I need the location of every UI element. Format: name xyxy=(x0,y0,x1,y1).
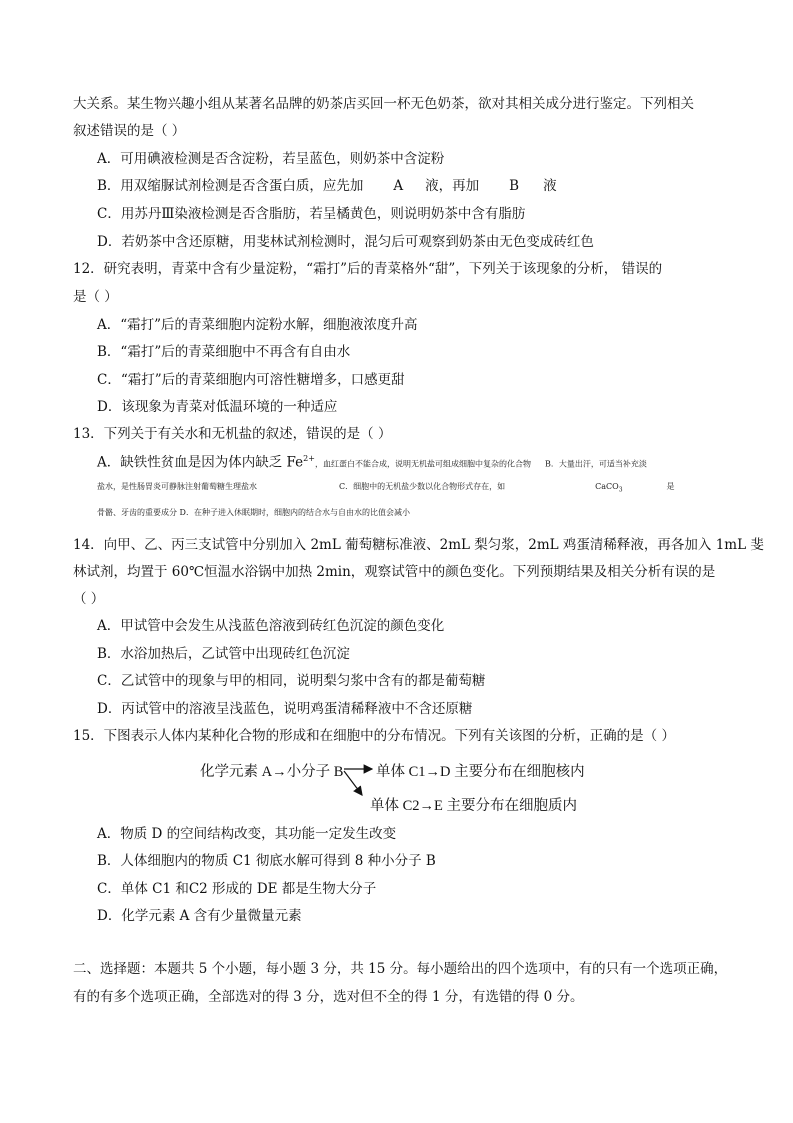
q12-option-b: B．“霜打”后的青菜细胞中不再含有自由水 xyxy=(97,344,351,360)
q13-option-c: C．细胞中的无机盐少数以化合物形式存在，如 xyxy=(339,482,506,491)
q12-option-c: C．“霜打”后的青菜细胞内可溶性糖增多，口感更甜 xyxy=(97,372,405,388)
q13-option-a-superscript: 2+ xyxy=(303,454,315,463)
q13-row2 xyxy=(97,481,675,497)
q12-option-a: A．“霜打”后的青菜细胞内淀粉水解，细胞液浓度升高 xyxy=(97,317,418,333)
q13-option-c-formula: CaCO xyxy=(595,482,619,491)
q15-stem: 15．下图表示人体内某种化合物的形成和在细胞中的分布情况。下列有关该图的分析，正确的是（ ） xyxy=(73,728,675,744)
q15-option-c: C．单体 C1 和C2 形成的 DE 都是生物大分子 xyxy=(97,881,377,897)
arrow-to-c2 xyxy=(344,771,362,795)
q11-option-c: C．用苏丹Ⅲ染液检测是否含脂肪，若呈橘黄色，则说明奶茶中含有脂肪 xyxy=(97,206,526,222)
q11-option-a: A．可用碘液检测是否含淀粉，若呈蓝色，则奶茶中含淀粉 xyxy=(97,151,445,167)
q13-option-c-is: 是 xyxy=(666,482,675,491)
q14-stem-line3: （ ） xyxy=(73,591,105,607)
q12-stem-line1: 12．研究表明，青菜中含有少量淀粉，“霜打”后的青菜格外“甜”，下列关于该现象的分析， 错误的 xyxy=(73,261,663,277)
q15-option-d: D．化学元素 A 含有少量微量元素 xyxy=(97,908,302,924)
diagram-top-right-label: 单体 C1→D 主要分布在细胞核内 xyxy=(376,764,585,780)
q11-option-b-text: B．用双缩脲试剂检测是否含蛋白质，应先加 xyxy=(97,178,364,194)
q14-option-c: C．乙试管中的现象与甲的相同，说明梨匀浆中含有的都是葡萄糖 xyxy=(97,673,486,689)
section2-line1: 二、选择题：本题共 5 个小题，每小题 3 分，共 15 分。每小题给出的四个选项中，有的只有一个选项正确， xyxy=(73,961,728,977)
q11-option-b-blank-b: B xyxy=(509,178,520,194)
q15-option-a: A．物质 D 的空间结构改变，其功能一定发生改变 xyxy=(97,826,397,842)
diagram-left-label: 化学元素 A→小分子 B xyxy=(200,764,344,780)
q15-option-b: B．人体细胞内的物质 C1 彻底水解可得到 8 种小分子 B xyxy=(97,853,436,869)
diagram-bottom-right-label: 单体 C2→E 主要分布在细胞质内 xyxy=(370,798,578,814)
q13-option-c-subscript: 3 xyxy=(618,486,623,494)
q11-option-b-mid: 液，再加 xyxy=(425,178,480,194)
q13-option-a-rest: ，血红蛋白不能合成，说明无机盐可组成细胞中复杂的化合物 xyxy=(314,459,531,469)
q13-option-a-main: A．缺铁性贫血是因为体内缺乏 Fe xyxy=(97,454,304,471)
q11-option-b xyxy=(97,177,557,195)
q14-option-b: B．水浴加热后，乙试管中出现砖红色沉淀 xyxy=(97,646,350,662)
q11-stem-line2: 叙述错误的是（ ） xyxy=(73,123,186,139)
q11-stem-line1: 大关系。某生物兴趣小组从某著名品牌的奶茶店买回一杯无色奶茶，欲对其相关成分进行鉴定。下列相关 xyxy=(73,96,694,112)
q15-diagram xyxy=(200,758,620,818)
q14-stem-line2: 林试剂，均置于 60℃恒温水浴锅中加热 2min，观察试管中的颜色变化。下列预期结果及相关分析有误的是 xyxy=(73,564,716,580)
q13-stem: 13．下列关于有关水和无机盐的叙述，错误的是（ ） xyxy=(73,426,392,442)
q11-option-d: D．若奶茶中含还原糖，用斐林试剂检测时，混匀后可观察到奶茶由无色变成砖红色 xyxy=(97,234,594,250)
section2-line2: 有的有多个选项正确，全部选对的得 3 分，选对但不全的得 1 分，有选错的得 0 分。 xyxy=(73,989,584,1005)
q11-option-b-blank-a: A xyxy=(393,178,404,194)
q12-option-d: D．该现象为青菜对低温环境的一种适应 xyxy=(97,399,338,415)
q14-option-d: D．丙试管中的溶液呈浅蓝色，说明鸡蛋清稀释液中不含还原糖 xyxy=(97,701,473,717)
q12-stem-line2: 是（ ） xyxy=(73,289,118,305)
q13-option-a xyxy=(97,450,647,472)
q14-stem-line1: 14．向甲、乙、丙三支试管中分别加入 2mL 葡萄糖标准液、2mL 梨匀浆，2mL 鸡蛋清稀释液，再各加入 1mL 斐 xyxy=(73,537,764,553)
q14-option-a: A．甲试管中会发生从浅蓝色溶液到砖红色沉淀的颜色变化 xyxy=(97,618,445,634)
q13-row2-left: 盐水，是性肠胃炎可静脉注射葡萄糖生理盐水 xyxy=(97,482,257,491)
q11-option-b-end: 液 xyxy=(543,178,557,194)
q13-row3: 骨骼、牙齿的重要成分 D．在种子进入休眠期时，细胞内的结合水与自由水的比值会减小 xyxy=(97,508,410,517)
q13-option-b-start: B．大量出汗，可适当补充淡 xyxy=(544,459,647,469)
